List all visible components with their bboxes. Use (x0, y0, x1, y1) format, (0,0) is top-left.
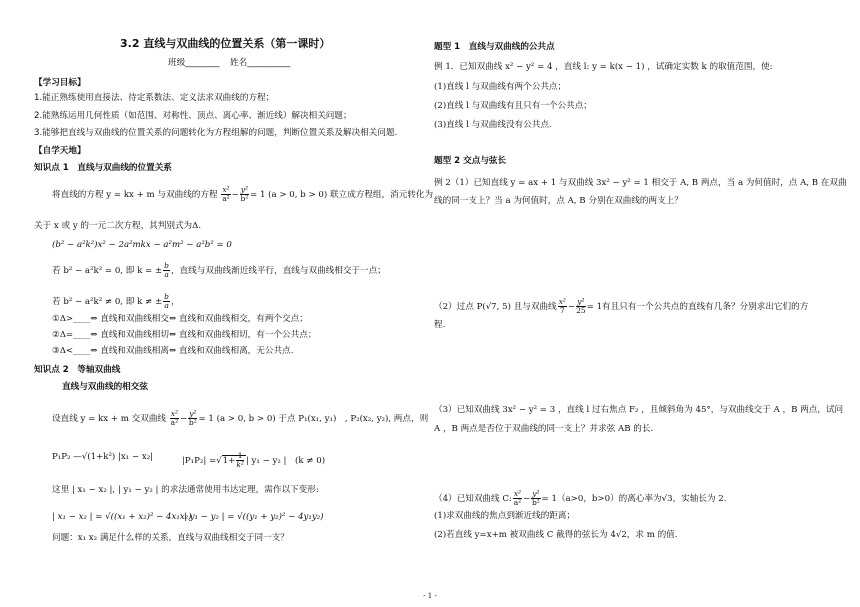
kp2-subtitle: 直线与双曲线的相交弦 (62, 382, 148, 392)
kp1-if2-text-b: ， (170, 297, 180, 307)
kp2-paragraph-2: 这里 | x₁ − x₂ |, | y₁ − y₂ | 的求法通常使用韦达定理，需作以下变形: (52, 485, 319, 495)
example-2-2-line-2: 程. (434, 320, 446, 330)
example-2-3-line-2: A ，B 两点是否位于双曲线的同一支上？并求弦 AB 的长. (434, 424, 654, 434)
kp1-if-1 (52, 262, 386, 279)
fraction-c-x: $\frac{\text{x²}}{\text{a²}}$ (513, 489, 522, 507)
kp1-if2-text-a: 若 b² − a²k² ≠ 0, 即 k ≠ ± (52, 297, 163, 307)
hyperbola-fraction-y: $\frac{\text{y²}}{\text{b²}}$ (240, 185, 249, 203)
example-2-3-line-1: （3）已知双曲线 3x² − y² = 3 ，直线 l 过右焦点 F₂ ，且倾斜角为 45°，与双曲线交于 A ，B 两点，试问 (434, 405, 844, 415)
chord-length-2: |P₁P₂| =√1+ $\frac{1}{\text{k²}}$ | y₁ − y₂ | (k ≠ 0) (182, 451, 326, 469)
class-label: 班级________ (168, 58, 220, 68)
example-2-4-item-2: (2)若直线 y=x+m 被双曲线 C 截得的弦长为 4√2，求 m 的值. (434, 530, 678, 540)
kp1-equation: (b² − a²k²)x² − 2a²mkx − a²m² − a²b² = 0 (52, 240, 232, 250)
example-1-item-3: (3)直线 l 与双曲线没有公共点. (434, 120, 552, 130)
fraction-x2-7: $\frac{\text{x²}}{7}$ (558, 297, 566, 315)
self-study-header: 【自学天地】 (34, 146, 86, 156)
example-2-4-text-b: （a>0，b>0）的离心率为√3，实轴长为 2. (556, 494, 727, 504)
kp1-case-1: ①Δ>____⇔ 直线和双曲线相交⇔ 直线和双曲线相交，有两个交点； (52, 314, 308, 324)
kp1-p1-text-a: 将直线的方程 y = kx + m 与双曲线的方程 (52, 190, 218, 200)
kp1-paragraph-1: 将直线的方程 y = kx + m 与双曲线的方程 $\frac{\text{x²}}{\text{a²}}$ − $\frac{\text{y²}}{\text{b²}}$ = 1 (a > 0, b > 0) 联立成方程组，消元转化为 (52, 185, 434, 203)
formula-x-diff: | x₁ − x₂ | = √((x₁ + x₂)² − 4x₁x₂) (52, 512, 192, 522)
kp2-p1-text-a: 设直线 y = kx + m 交双曲线 (52, 414, 167, 424)
kp1-if1-text-a: 若 b² − a²k² = 0, 即 k = ± (52, 266, 163, 276)
b-over-a-fraction-1: $\frac{b}{a}$ (164, 261, 169, 279)
example-2-1-line-2: 线的同一支上？当 a 为何值时，点 A, B 分别在双曲线的两支上？ (434, 196, 683, 206)
goal-1: 1.能正熟练使用直接法、待定系数法、定义法求双曲线的方程； (34, 93, 275, 103)
goal-3: 3.能够把直线与双曲线的位置关系的问题转化为方程组解的问题，判断位置关系及解决相关问题. (34, 128, 398, 138)
kp2-fraction-y: $\frac{\text{y²}}{\text{b²}}$ (188, 409, 197, 427)
fraction-y2-25: $\frac{\text{y²}}{25}$ (576, 297, 586, 315)
fraction-c-y: $\frac{\text{y²}}{\text{b²}}$ (532, 489, 540, 507)
kp2-fraction-x: $\frac{\text{x²}}{\text{a²}}$ (170, 409, 179, 427)
kp1-paragraph-2: 关于 x 或 y 的一元二次方程，其判别式为Δ. (34, 221, 202, 231)
page-number: - 1 - (423, 592, 437, 600)
kp1-case-2: ②Δ=____⇔ 直线和双曲线相切⇔ 直线和双曲线相切，有一个公共点； (52, 330, 317, 340)
example-1-item-1: (1)直线 l 与双曲线有两个公共点； (434, 82, 567, 92)
kp1-p1-text-b: 联立成方程组，消元转化为 (329, 190, 434, 200)
formula-y-diff: | y₁ − y₂ | = √((y₁ + y₂)² − 4y₁y₂) (184, 512, 324, 522)
name-label: 姓名__________ (230, 58, 291, 68)
kp1-if-2 (52, 293, 180, 310)
topic-2-title: 题型 2 交点与弦长 (434, 156, 507, 166)
kp2-question: 问题：x₁ x₂ 满足什么样的关系，直线与双曲线相交于同一支？ (52, 533, 289, 543)
example-2-4-text-a: （4）已知双曲线 C: (434, 494, 512, 504)
b-over-a-fraction-2: $\frac{b}{a}$ (164, 292, 169, 310)
kp2-title: 知识点 2 等轴双曲线 (34, 365, 121, 375)
example-2-2-text-b: 有且只有一个公共点的直线有几条？分别求出它们的方 (602, 302, 809, 312)
goal-2: 2.能熟练运用几何性质（如范围、对称性、顶点、离心率、渐近线）解决相关问题； (34, 111, 352, 121)
example-1: 例 1．已知双曲线 x² − y² = 4 ，直线 l: y = k(x − 1) ，试确定实数 k 的取值范围，使: (434, 62, 773, 72)
one-over-k2-fraction: $\frac{1}{\text{k²}}$ (236, 451, 244, 469)
example-2-4-line-1: （4）已知双曲线 C: $\frac{\text{x²}}{\text{a²}}$ − $\frac{\text{y²}}{\text{b²}}$ = 1（a>0，b>0）的离心率为√3，实轴长为 2. (434, 489, 727, 507)
goals-header: 【学习目标】 (34, 78, 86, 88)
kp1-if1-text-b: ，直线与双曲线渐近线平行，直线与双曲线相交于一点； (170, 266, 386, 276)
page-title: 3.2 直线与双曲线的位置关系（第一课时） (120, 37, 331, 50)
chord-length-1: P₁P₂ —√(1+k²) |x₁ − x₂| (52, 452, 154, 462)
example-2-2-line-1: （2）过点 P(√7, 5) 且与双曲线 $\frac{\text{x²}}{7}$ − $\frac{\text{y²}}{25}$ = 1有且只有一个公共点的直线有几条？分别求出它们的方 (434, 297, 809, 315)
kp2-p1-text-b: 于点 P₁(x₁, y₁) , P₂(x₂, y₂), 两点，则 (278, 414, 429, 424)
example-2-2-text-a: （2）过点 P(√7, 5) 且与双曲线 (434, 302, 557, 312)
kp1-title: 知识点 1 直线与双曲线的位置关系 (34, 163, 172, 173)
example-1-item-2: (2)直线 l 与双曲线有且只有一个公共点； (434, 101, 592, 111)
chord-length-2-a: |P₁P₂| = (182, 456, 217, 466)
kp2-paragraph-1: 设直线 y = kx + m 交双曲线 $\frac{\text{x²}}{\text{a²}}$ − $\frac{\text{y²}}{\text{b²}}$ = 1 (a > 0, b > 0) 于点 P₁(x₁, y₁) , P₂(x₂, y₂), 两点，则 (52, 409, 429, 427)
example-2-1-line-1: 例 2（1）已知直线 y = ax + 1 与双曲线 3x² − y² = 1 相交于 A, B 两点，当 a 为何值时，点 A, B 在双曲 (434, 178, 847, 188)
chord-length-2-b: | y₁ − y₂ | (k ≠ 0) (245, 456, 326, 466)
kp1-case-3: ③Δ<____⇔ 直线和双曲线相离⇔ 直线和双曲线相离，无公共点. (52, 346, 294, 356)
hyperbola-fraction-x: $\frac{\text{x²}}{\text{a²}}$ (222, 185, 230, 203)
example-2-4-item-1: (1)求双曲线的焦点到渐近线的距离； (434, 511, 576, 521)
topic-1-title: 题型 1 直线与双曲线的公共点 (434, 42, 555, 52)
